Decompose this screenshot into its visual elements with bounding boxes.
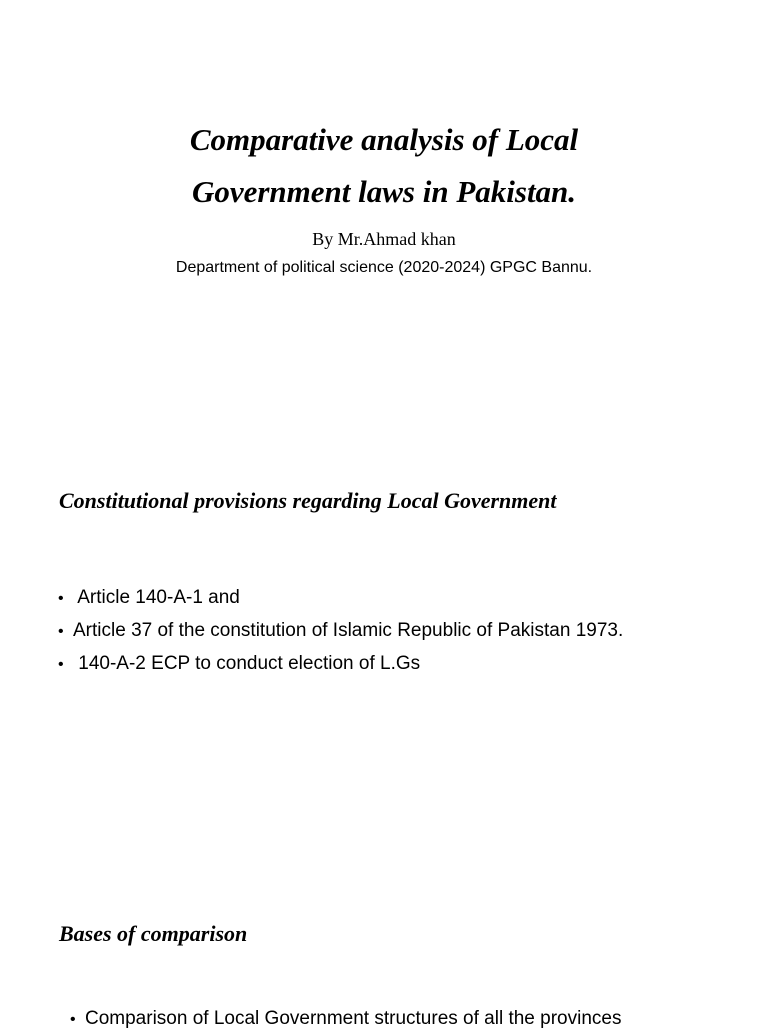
section-heading-constitutional-provisions: Constitutional provisions regarding Local Government [59,488,557,513]
bullet-icon: • [58,623,64,640]
list-item [58,648,623,681]
document-title-line-2: Government laws in Pakistan. [191,174,577,209]
author-line: By Mr.Ahmad khan [312,229,456,249]
list-item [70,1003,621,1036]
constitutional-provisions-list [58,582,623,681]
list-item-text: Comparison of Local Government structures of all the provinces [85,1008,622,1029]
bases-of-comparison-list [70,1003,621,1036]
document-title-line-1: Comparative analysis of Local [189,122,579,157]
list-item-text: Article 37 of the constitution of Islamic Republic of Pakistan 1973. [73,620,624,641]
list-item-text: Article 140-A-1 and [73,587,240,608]
section-heading-bases-of-comparison: Bases of comparison [59,921,248,946]
list-item [58,582,623,615]
list-item [58,615,623,648]
bullet-icon: • [58,656,64,673]
list-item-text: 140-A-2 ECP to conduct election of L.Gs [73,653,421,674]
bullet-icon: • [58,590,64,607]
department-line: Department of political science (2020-2024) GPGC Bannu. [175,259,593,276]
bullet-icon: • [70,1011,76,1028]
